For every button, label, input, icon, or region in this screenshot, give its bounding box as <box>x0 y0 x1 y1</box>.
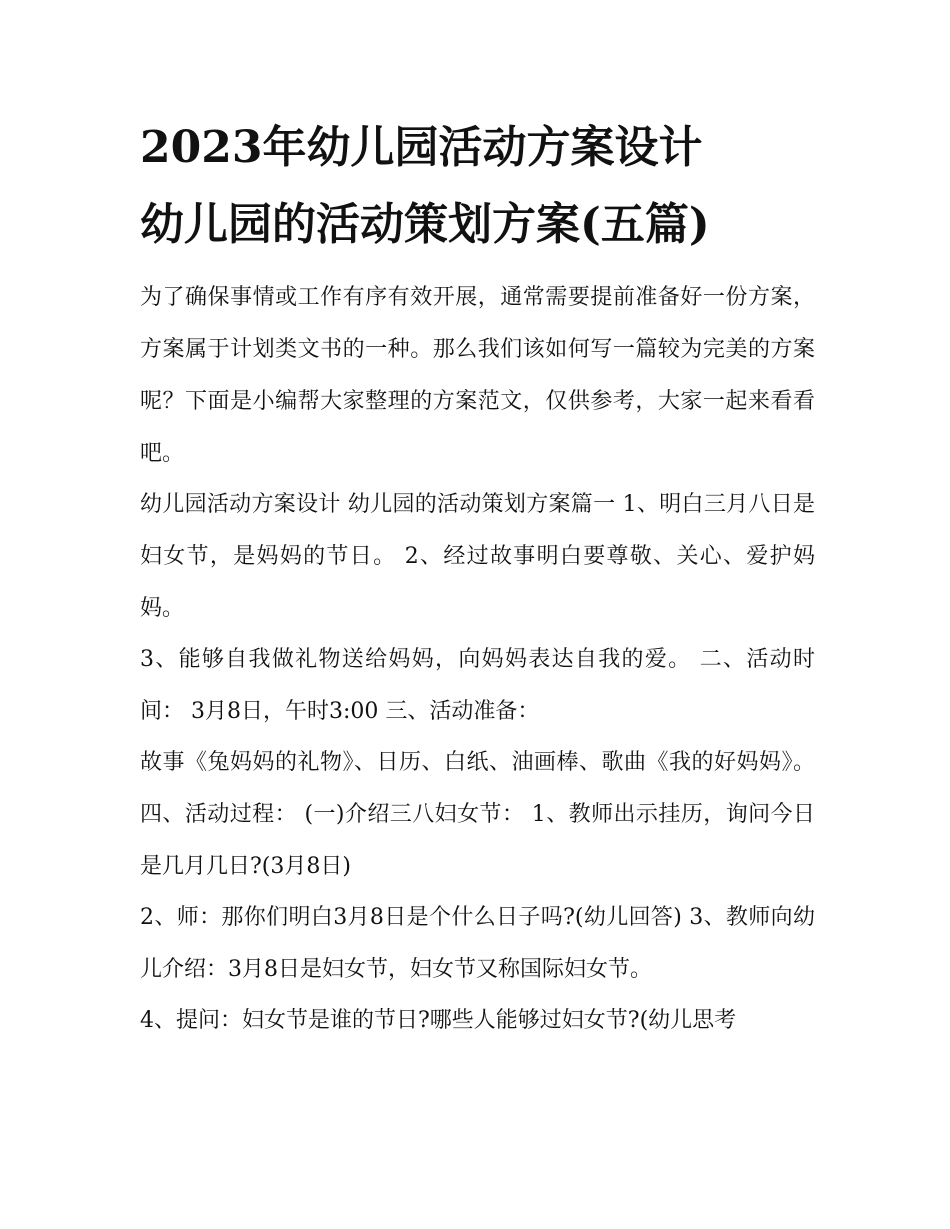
paragraph-teacher-intro: 2、师：那你们明白3月8日是个什么日子吗?(幼儿回答) 3、教师向幼儿介绍：3月8日是妇女节，妇女节又称国际妇女节。 <box>140 905 815 982</box>
title-line-2: 幼儿园的活动策划方案(五篇) <box>140 199 710 250</box>
document-page <box>140 120 815 1046</box>
paragraph-intro: 为了确保事情或工作有序有效开展，通常需要提前准备好一份方案，方案属于计划类文书的一种。那么我们该如何写一篇较为完美的方案呢？下面是小编帮大家整理的方案范文，仅供参考，大家一起来看看吧。 <box>140 285 815 466</box>
paragraph-question: 4、提问：妇女节是谁的节日?哪些人能够过妇女节?(幼儿思考 <box>140 1008 737 1033</box>
paragraph-goals: 幼儿园活动方案设计 幼儿园的活动策划方案篇一 1、明白三月八日是妇女节，是妈妈的节日。 2、经过故事明白要尊敬、关心、爱护妈妈。 <box>140 492 815 621</box>
title-line-1: 2023年幼儿园活动方案设计 <box>140 122 703 173</box>
paragraph-materials-process: 故事《兔妈妈的礼物》、日历、白纸、油画棒、歌曲《我的好妈妈》。 四、活动过程： (一)介绍三八妇女节： 1、教师出示挂历，询问今日是几月几日?(3月8日) <box>140 750 815 879</box>
paragraph-time-prep: 3、能够自我做礼物送给妈妈，向妈妈表达自我的爱。 二、活动时间： 3月8日，午时3:00 三、活动准备： <box>140 647 815 724</box>
document-title <box>140 120 815 253</box>
